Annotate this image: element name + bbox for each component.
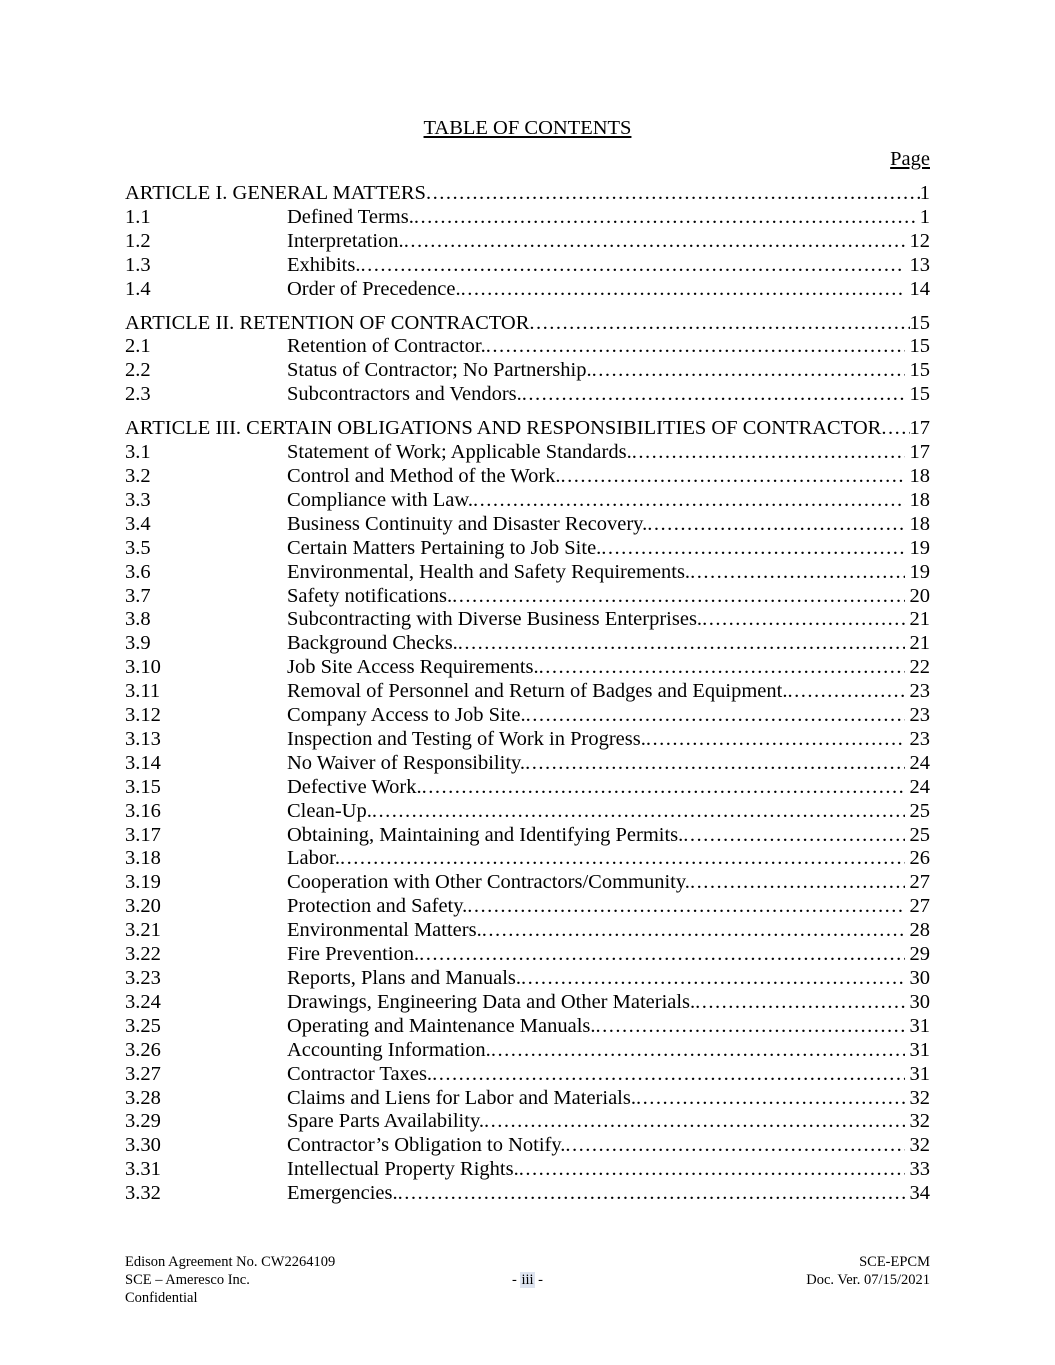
toc-item-title: Intellectual Property Rights. [287,1158,519,1181]
table-of-contents [125,182,930,1206]
toc-item-title: Control and Method of the Work. [287,464,561,487]
toc-item-number: 1.4 [125,277,151,300]
toc-page-number: 17 [909,441,930,464]
toc-item-row [125,704,930,728]
toc-page-number: 32 [909,1110,930,1133]
dot-leader [432,1063,904,1087]
dot-leader [632,441,905,465]
toc-page-number: 32 [909,1086,930,1109]
page-number-prefix: - [511,1272,521,1288]
toc-item-number: 2.3 [125,383,151,406]
toc-item-row [125,513,930,537]
toc-item-row [125,943,930,967]
toc-item-title: Statement of Work; Applicable Standards. [287,441,632,464]
dot-leader [601,537,904,561]
toc-article-heading: ARTICLE I. GENERAL MATTERS [125,182,426,204]
toc-page-number: 18 [909,512,930,535]
toc-item-number: 3.30 [125,1134,161,1157]
toc-page-number: 31 [909,1038,930,1061]
toc-item-title: Compliance with Law. [287,488,473,511]
toc-item-title: Claims and Liens for Labor and Materials. [287,1086,636,1109]
dot-leader [529,312,909,336]
toc-item-title: Subcontractors and Vendors. [287,383,522,406]
dot-leader [419,943,904,967]
toc-item-number: 3.9 [125,632,151,655]
toc-page-number: 33 [909,1158,930,1181]
footer-left-block [125,1253,512,1307]
toc-page-number: 18 [909,488,930,511]
toc-item-row [125,230,930,254]
toc-item-title: Defective Work. [287,775,422,798]
toc-item-title: Labor. [287,847,340,870]
dot-leader [426,182,920,206]
footer-doc-type: SCE-EPCM [859,1254,930,1270]
toc-page-number: 27 [909,871,930,894]
toc-item-row [125,441,930,465]
toc-page-number: 15 [909,359,930,382]
dot-leader [452,585,904,609]
toc-article-group [125,312,930,408]
toc-item-title: Drawings, Engineering Data and Other Materials. [287,990,696,1013]
toc-item-row [125,585,930,609]
dot-leader [458,632,905,656]
toc-item-number: 3.5 [125,536,151,559]
toc-item-row [125,1039,930,1063]
toc-page-number: 22 [909,656,930,679]
page-footer [125,1253,930,1307]
toc-item-title: Environmental Matters. [287,919,482,942]
toc-item-row [125,206,930,230]
toc-article-row [125,312,930,336]
page-number-field: iii [521,1272,534,1288]
toc-item-number: 2.2 [125,359,151,382]
toc-page-number: 29 [909,943,930,966]
toc-item-title: Contractor’s Obligation to Notify. [287,1134,566,1157]
footer-agreement-number: Edison Agreement No. CW2264109 [125,1254,336,1270]
dot-leader [522,383,905,407]
toc-item-number: 3.23 [125,967,161,989]
dot-leader [561,465,905,489]
toc-item-title: Status of Contractor; No Partnership. [287,359,592,382]
toc-item-number: 1.2 [125,229,151,252]
toc-item-title: Environmental, Health and Safety Requirements. [287,560,691,583]
toc-item-title: Reports, Plans and Manuals. [287,967,522,989]
dot-leader [372,800,905,824]
toc-item-row [125,1158,930,1182]
toc-page-number: 13 [909,253,930,276]
toc-item-title: Fire Prevention. [287,943,420,966]
toc-item-row [125,919,930,943]
toc-item-title: Subcontracting with Diverse Business Enterprises. [287,608,703,631]
dot-leader [695,991,904,1015]
toc-article-heading: ARTICLE II. RETENTION OF CONTRACTOR [125,311,530,334]
page-column-label: Page [890,148,930,170]
toc-item-title: Order of Precedence. [287,277,461,300]
toc-item-row [125,847,930,871]
toc-item-title: Clean-Up. [287,799,372,822]
toc-item-number: 3.8 [125,608,151,631]
toc-item-number: 3.3 [125,488,151,511]
toc-item-number: 3.19 [125,871,161,894]
toc-item-number: 3.17 [125,823,161,846]
toc-page-number: 30 [909,990,930,1013]
toc-item-row [125,967,930,991]
toc-item-number: 1.3 [125,253,151,276]
toc-item-row [125,871,930,895]
toc-page-number: 12 [909,229,930,252]
toc-item-row [125,632,930,656]
toc-item-number: 3.11 [125,680,161,703]
dot-leader [647,513,904,537]
toc-item-title: No Waiver of Responsibility. [287,751,526,774]
dot-leader [690,871,905,895]
toc-page-number: 24 [909,751,930,774]
toc-page-number: 31 [909,1014,930,1037]
toc-page-number: 23 [909,704,930,727]
toc-item-row [125,800,930,824]
footer-parties: SCE – Ameresco Inc. [125,1272,250,1288]
dot-leader [702,608,904,632]
toc-item-row [125,335,930,359]
toc-item-title: Interpretation. [287,229,404,252]
toc-page-number: 25 [909,799,930,822]
toc-item-row [125,278,930,302]
toc-item-number: 3.14 [125,751,161,774]
toc-item-title: Removal of Personnel and Return of Badges and Equipment. [287,680,788,703]
toc-item-row [125,776,930,800]
toc-item-number: 3.24 [125,990,161,1013]
toc-item-number: 3.13 [125,727,161,750]
dot-leader [565,1134,904,1158]
dot-leader [473,489,905,513]
toc-item-row [125,1134,930,1158]
toc-page-number: 15 [909,311,930,334]
toc-item-number: 3.16 [125,799,161,822]
dot-leader [467,895,904,919]
footer-confidential-label: Confidential [125,1290,198,1306]
toc-item-row [125,254,930,278]
toc-item-number: 3.28 [125,1086,161,1109]
toc-page-number: 26 [909,847,930,870]
dot-leader [592,359,905,383]
toc-page-number: 15 [909,335,930,358]
toc-item-row [125,489,930,513]
toc-item-row [125,680,930,704]
toc-item-number: 3.6 [125,560,151,583]
toc-item-number: 3.21 [125,919,161,942]
toc-article-row [125,417,930,441]
toc-item-title: Operating and Maintenance Manuals. [287,1014,596,1037]
toc-item-title: Protection and Safety. [287,895,468,918]
dot-leader [683,824,904,848]
toc-item-title: Defined Terms. [287,205,414,228]
toc-item-row [125,752,930,776]
toc-item-row [125,537,930,561]
toc-item-row [125,1063,930,1087]
dot-leader [521,967,904,991]
toc-page-number: 19 [909,536,930,559]
toc-page-number: 28 [909,919,930,942]
toc-item-title: Cooperation with Other Contractors/Community. [287,871,690,894]
toc-item-number: 3.2 [125,464,151,487]
dot-leader [422,776,905,800]
toc-item-row [125,656,930,680]
toc-item-row [125,728,930,752]
footer-right-block [543,1253,930,1289]
toc-page-number: 31 [909,1062,930,1085]
toc-item-number: 3.1 [125,441,151,464]
dot-leader [881,417,909,441]
dot-leader [461,278,905,302]
dot-leader [482,919,905,943]
toc-item-row [125,1182,930,1206]
toc-page-number: 19 [909,560,930,583]
toc-page-number: 1 [919,205,930,228]
dot-leader [787,680,904,704]
toc-item-title: Exhibits. [287,253,361,276]
toc-item-row [125,1110,930,1134]
dot-leader [539,656,905,680]
toc-item-number: 2.1 [125,335,151,358]
toc-item-number: 3.4 [125,512,151,535]
toc-item-number: 3.18 [125,847,161,870]
toc-page-number: 27 [909,895,930,918]
dot-leader [398,1182,905,1206]
toc-item-title: Contractor Taxes. [287,1062,433,1085]
toc-item-number: 3.15 [125,775,161,798]
toc-item-title: Spare Parts Availability. [287,1110,484,1133]
toc-item-title: Business Continuity and Disaster Recovery. [287,512,648,535]
toc-page-number: 14 [909,277,930,300]
toc-item-title: Obtaining, Maintaining and Identifying Permits. [287,823,684,846]
toc-article-group [125,417,930,1206]
toc-item-number: 3.20 [125,895,161,918]
toc-item-number: 3.27 [125,1062,161,1085]
toc-page-number: 21 [909,632,930,655]
dot-leader [484,1110,905,1134]
toc-item-title: Retention of Contractor. [287,335,486,358]
toc-item-number: 3.12 [125,704,161,727]
toc-item-row [125,383,930,407]
footer-page-number [512,1271,543,1289]
toc-item-number: 3.26 [125,1038,161,1061]
toc-item-row [125,359,930,383]
toc-page-number: 25 [909,823,930,846]
toc-page-number: 32 [909,1134,930,1157]
toc-item-number: 3.31 [125,1158,161,1181]
toc-page-number: 23 [909,680,930,703]
page-number-suffix: - [534,1272,544,1288]
toc-item-row [125,895,930,919]
toc-item-row [125,824,930,848]
toc-item-title: Background Checks. [287,632,458,655]
toc-item-title: Accounting Information. [287,1038,491,1061]
dot-leader [404,230,905,254]
dot-leader [360,254,904,278]
toc-item-number: 3.32 [125,1182,161,1205]
toc-item-title: Certain Matters Pertaining to Job Site. [287,536,602,559]
toc-page-number: 1 [919,182,930,204]
toc-article-heading: ARTICLE III. CERTAIN OBLIGATIONS AND RESPONSIBILITIES OF CONTRACTOR [125,417,882,440]
footer-doc-version: Doc. Ver. 07/15/2021 [806,1272,930,1288]
toc-item-title: Emergencies. [287,1182,398,1205]
toc-item-number: 3.29 [125,1110,161,1133]
toc-item-number: 3.7 [125,584,151,607]
toc-item-row [125,1087,930,1111]
toc-item-title: Company Access to Job Site. [287,704,526,727]
toc-item-number: 3.10 [125,656,161,679]
dot-leader [596,1015,905,1039]
toc-article-group [125,182,930,302]
toc-page-number: 20 [909,584,930,607]
toc-page-number: 21 [909,608,930,631]
dot-leader [414,206,915,230]
toc-page-number: 17 [909,417,930,440]
toc-item-row [125,561,930,585]
dot-leader [526,704,905,728]
toc-page-number: 23 [909,727,930,750]
toc-item-title: Inspection and Testing of Work in Progress. [287,727,646,750]
dot-leader [646,728,905,752]
toc-item-title: Safety notifications. [287,584,453,607]
toc-item-number: 1.1 [125,205,151,228]
dot-leader [340,847,905,871]
toc-item-number: 3.25 [125,1014,161,1037]
toc-item-row [125,608,930,632]
dot-leader [690,561,904,585]
toc-item-number: 3.22 [125,943,161,966]
toc-article-row [125,182,930,206]
toc-item-row [125,1015,930,1039]
toc-item-row [125,991,930,1015]
toc-item-row [125,465,930,489]
toc-page-number: 24 [909,775,930,798]
dot-leader [519,1158,905,1182]
page-title: TABLE OF CONTENTS [423,117,632,139]
toc-page-number: 34 [909,1182,930,1205]
toc-page-number: 15 [909,383,930,406]
dot-leader [636,1087,905,1111]
dot-leader [525,752,904,776]
toc-page-number: 18 [909,464,930,487]
toc-page-number: 30 [909,967,930,989]
dot-leader [486,335,905,359]
dot-leader [491,1039,905,1063]
toc-item-title: Job Site Access Requirements. [287,656,539,679]
